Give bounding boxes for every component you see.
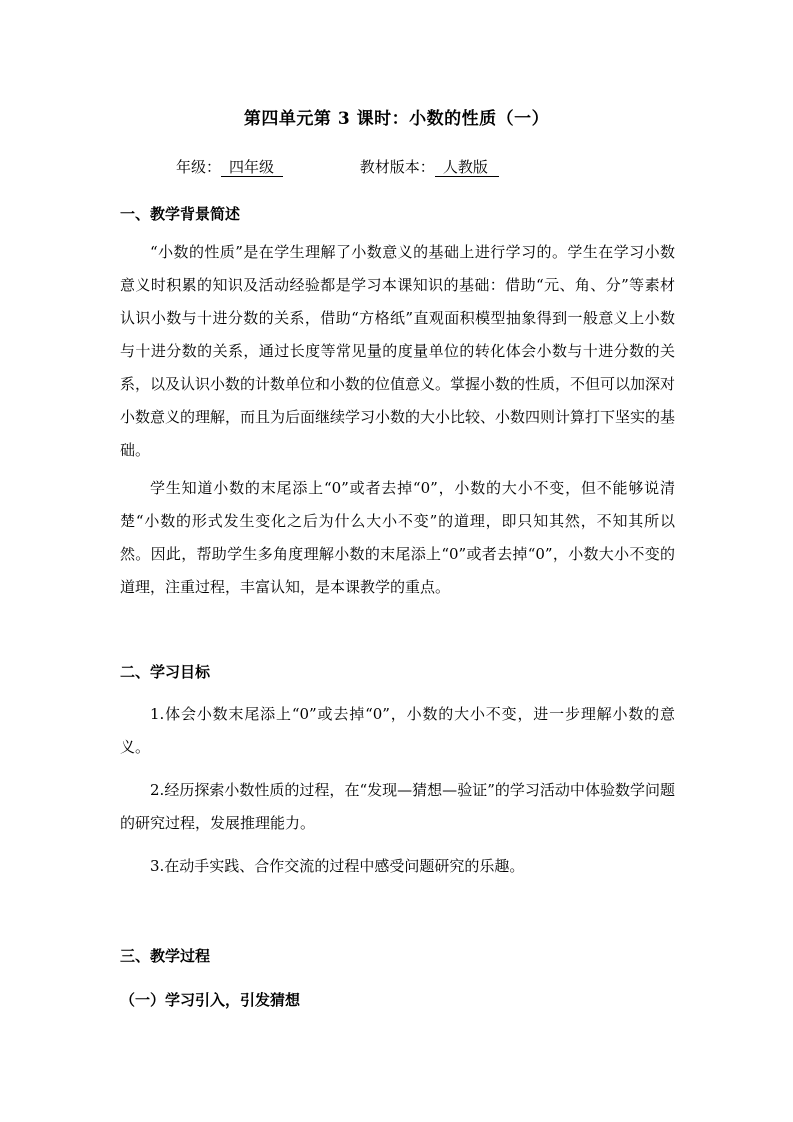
- objective-item-2: 2.经历探索小数性质的过程，在“发现—猜想—验证”的学习活动中体验数学问题的研究过程，发展推理能力。: [120, 781, 675, 832]
- lesson-meta: [176, 156, 499, 177]
- background-paragraph-1: “小数的性质”是在学生理解了小数意义的基础上进行学习的。学生在学习小数意义时积累的知识及活动经验都是学习本课知识的基础：借助“元、角、分”等素材认识小数与十进分数的关系，借助“方格纸”直观面积模型抽象得到一般意义上小数与十进分数的关系，通过长度等常见量的度量单位的转化体会小数与十进分数的关系，以及认识小数的计数单位和小数的位值意义。掌握小数的性质，不但可以加深对小数意义的理解，而且为后面继续学习小数的大小比较、小数四则计算打下坚实的基础。: [120, 243, 676, 459]
- grade-label: 年级：: [176, 158, 222, 176]
- process-subheading: （一）学习引入，引发猜想: [120, 991, 301, 1009]
- page-title: 第四单元第 3 课时：小数的性质（一）: [243, 109, 550, 129]
- section-heading-objectives: 二、学习目标: [120, 663, 211, 681]
- background-paragraph-2: 学生知道小数的末尾添上“0”或者去掉“0”，小数的大小不变，但不能够说清楚“小数的形式发生变化之后为什么大小不变”的道理，即只知其然，不知其所以然。因此，帮助学生多角度理解小数的末尾添上“0”或者去掉“0”，小数大小不变的道理，注重过程，丰富认知，是本课教学的重点。: [120, 479, 675, 596]
- section-heading-background: 一、教学背景简述: [120, 205, 241, 223]
- objective-item-1: 1.体会小数末尾添上“0”或去掉“0”，小数的大小不变，进一步理解小数的意义。: [120, 705, 675, 756]
- edition-label: 教材版本：: [359, 158, 435, 176]
- objective-item-3: 3.在动手实践、合作交流的过程中感受问题研究的乐趣。: [150, 857, 525, 875]
- grade-value: 四年级: [221, 158, 283, 177]
- section-heading-process: 三、教学过程: [120, 947, 211, 965]
- edition-value: 人教版: [435, 158, 499, 177]
